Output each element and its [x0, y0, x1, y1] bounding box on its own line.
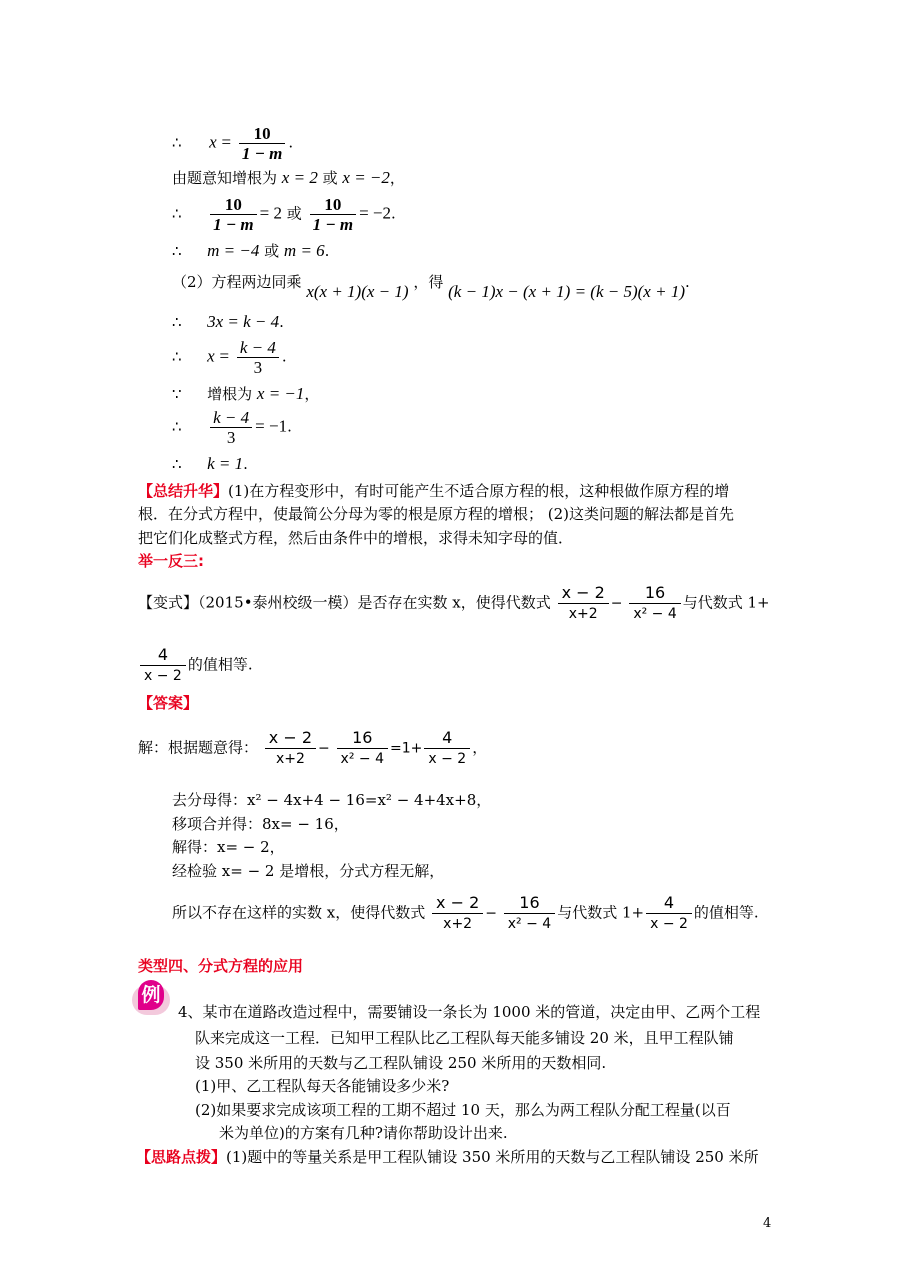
solution-equation [138, 728, 487, 769]
type4-heading: 类型四、分式方程的应用 [138, 957, 304, 975]
denominator: x² − 4 [507, 916, 552, 932]
period: . [324, 242, 330, 260]
numerator: 4 [140, 645, 186, 666]
equals-2: = 2 [259, 203, 282, 223]
denominator: x − 2 [650, 916, 688, 932]
equation: x = −1 [256, 384, 305, 403]
var-x: x [209, 132, 217, 152]
numerator: x − 2 [432, 893, 483, 914]
therefore-symbol: ∴ [172, 204, 182, 223]
summary-text: 根．在分式方程中，使最简公分母为零的根是原方程的增根； (2)这类问题的解法都是首先 [138, 505, 735, 523]
period: . [288, 133, 294, 152]
fraction-2 [504, 893, 555, 934]
variant-text: （2015•泰州校级一模）是否存在实数 x，使得代数式 [198, 593, 551, 612]
denominator: 1 − m [312, 215, 354, 234]
answer-label: 【答案】 [138, 694, 199, 712]
hint-line [136, 1147, 759, 1167]
root-1: x = 2 [281, 168, 318, 187]
fraction-3 [646, 893, 692, 934]
step-x-equals-10-over-1-m [172, 124, 293, 163]
denominator: 3 [226, 428, 236, 447]
period: . [391, 204, 396, 223]
denominator: 3 [253, 358, 263, 377]
or: 或 [322, 169, 338, 187]
text: （2）方程两边同乘 [172, 273, 302, 291]
equation: 3x = k − 4 [207, 312, 280, 331]
minus: − [318, 740, 330, 757]
summary-line-2 [138, 504, 734, 524]
equals-neg-1: = −1 [255, 416, 288, 436]
var-x: x [207, 346, 215, 366]
denominator: x+2 [568, 606, 598, 622]
variant-label: 【变式】 [138, 593, 199, 612]
comma: ， [304, 385, 320, 403]
solution-line-4: 经检验 x= − 2 是增根，分式方程无解， [172, 862, 445, 880]
numerator: 10 [239, 124, 286, 144]
period: . [685, 273, 690, 291]
summary-label: 【总结升华】 [138, 482, 229, 500]
therefore-symbol: ∴ [172, 313, 182, 331]
juyi-heading: 举一反三: [138, 552, 204, 570]
denominator: x+2 [443, 916, 473, 932]
variant-line-2 [138, 645, 253, 686]
therefore-symbol: ∴ [172, 242, 182, 260]
therefore-symbol: ∴ [172, 347, 182, 366]
denominator: 1 − m [241, 144, 283, 163]
period: . [281, 347, 287, 366]
fraction-a [210, 195, 257, 234]
m-value-b: m = 6 [283, 241, 325, 260]
m-value-a: m = −4 [207, 241, 260, 260]
summary-text: (1)在方程变形中，有时可能产生不适合原方程的根，这种根做作原方程的增 [228, 482, 730, 500]
numerator: 4 [646, 893, 692, 914]
fraction [210, 408, 252, 447]
example-line-3: 设 350 米所用的天数与乙工程队铺设 250 米所用的天数相同. [195, 1054, 607, 1072]
numerator: x − 2 [265, 728, 316, 749]
numerator: x − 2 [558, 583, 609, 604]
numerator: 16 [337, 728, 388, 749]
question-2-line-1: (2)如果要求完成该项工程的工期不超过 10 天，那么为两工程队分配工程量(以百 [195, 1101, 731, 1119]
comma: ， [389, 169, 405, 187]
variant-line [138, 583, 770, 624]
numerator: 16 [629, 583, 680, 604]
example-line-1: 4、某市在道路改造过程中，需要铺设一条长为 1000 米的管道，决定由甲、乙两个工程 [178, 1003, 761, 1021]
numerator: 10 [310, 195, 357, 215]
fraction-1 [265, 728, 316, 769]
numerator: k − 4 [237, 338, 279, 358]
denominator: x − 2 [428, 751, 467, 767]
summary-line-3 [138, 528, 573, 548]
example-line-2: 队来完成这一工程．已知甲工程队比乙工程队每天能多铺设 20 米，且甲工程队铺 [195, 1029, 734, 1047]
example-badge: 例 [138, 980, 164, 1010]
question-2-line-2: 米为单位)的方案有几种?请你帮助设计出来. [219, 1124, 508, 1142]
period: . [243, 455, 248, 473]
multiplier-expr: x(x + 1)(x − 1) [306, 282, 409, 301]
equals-neg-2: = −2 [359, 203, 392, 223]
step-k-equals-1 [172, 454, 248, 474]
fraction-2 [337, 728, 388, 769]
solution-line-2: 移项合并得：8x= − 16， [172, 815, 349, 833]
result-equation: (k − 1)x − (x + 1) = (k − 5)(x + 1) [448, 282, 685, 301]
text: 所以不存在这样的实数 x，使得代数式 [172, 903, 426, 922]
solution-conclusion [172, 893, 759, 934]
or: 或 [286, 204, 302, 223]
denominator: 1 − m [213, 215, 254, 234]
step-x-equals-k-4-over-3 [172, 338, 287, 377]
text: 与代数式 1+ [557, 903, 645, 922]
step-fraction-equals [172, 195, 396, 234]
text: 由题意知增根为 [172, 169, 278, 187]
denominator: x+2 [275, 751, 305, 767]
step-extraneous-root [172, 384, 319, 404]
therefore-symbol: ∴ [172, 133, 182, 152]
step-extraneous-roots [172, 168, 405, 188]
text: 解：根据题意得： [138, 738, 259, 757]
summary-line-1 [138, 481, 729, 501]
or: 或 [264, 242, 280, 260]
fraction [239, 124, 286, 163]
fraction-1 [558, 583, 609, 624]
therefore-symbol: ∴ [172, 417, 182, 436]
page-number: 4 [763, 1216, 772, 1231]
solution-line-1: 去分母得：x² − 4x+4 − 16=x² − 4+4x+8， [172, 791, 492, 809]
equation: k = 1 [207, 454, 244, 473]
summary-text: 把它们化成整式方程，然后由条件中的增根，求得未知字母的值． [138, 529, 574, 547]
comma: ， [472, 738, 488, 757]
hint-label: 【思路点拨】 [136, 1148, 227, 1166]
text: 的值相等. [693, 903, 759, 922]
text: 的值相等. [187, 655, 253, 674]
step-fraction-equals-neg-1 [172, 408, 292, 447]
fraction-b [310, 195, 357, 234]
fraction-1 [432, 893, 483, 934]
fraction-3 [140, 645, 186, 686]
solution-line-3: 解得：x= − 2， [172, 838, 285, 856]
numerator: k − 4 [210, 408, 252, 428]
step-m-values [172, 241, 329, 261]
minus: − [485, 905, 497, 922]
equals: =1+ [389, 740, 423, 757]
text: 增根为 [207, 385, 253, 403]
equals: = [221, 132, 232, 152]
because-symbol: ∵ [172, 385, 182, 403]
fraction-2 [629, 583, 680, 624]
period: . [279, 313, 284, 331]
text: 与代数式 1+ [682, 593, 770, 612]
fraction [237, 338, 279, 377]
denominator: x − 2 [144, 668, 182, 684]
period: . [287, 417, 292, 436]
numerator: 16 [504, 893, 555, 914]
text-de: ，得 [413, 273, 444, 291]
numerator: 4 [424, 728, 470, 749]
minus: − [610, 595, 623, 612]
step-3x-equals [172, 312, 284, 332]
therefore-symbol: ∴ [172, 455, 182, 473]
numerator: 10 [210, 195, 257, 215]
hint-text: (1)题中的等量关系是甲工程队铺设 350 米所用的天数与乙工程队铺设 250 米所 [226, 1148, 759, 1166]
fraction-3 [424, 728, 470, 769]
root-2: x = −2 [342, 168, 390, 187]
equals: = [219, 346, 230, 366]
question-1: (1)甲、乙工程队每天各能铺设多少米? [195, 1077, 450, 1095]
step-multiply-both-sides [172, 272, 690, 301]
denominator: x² − 4 [340, 751, 384, 767]
denominator: x² − 4 [633, 606, 677, 622]
